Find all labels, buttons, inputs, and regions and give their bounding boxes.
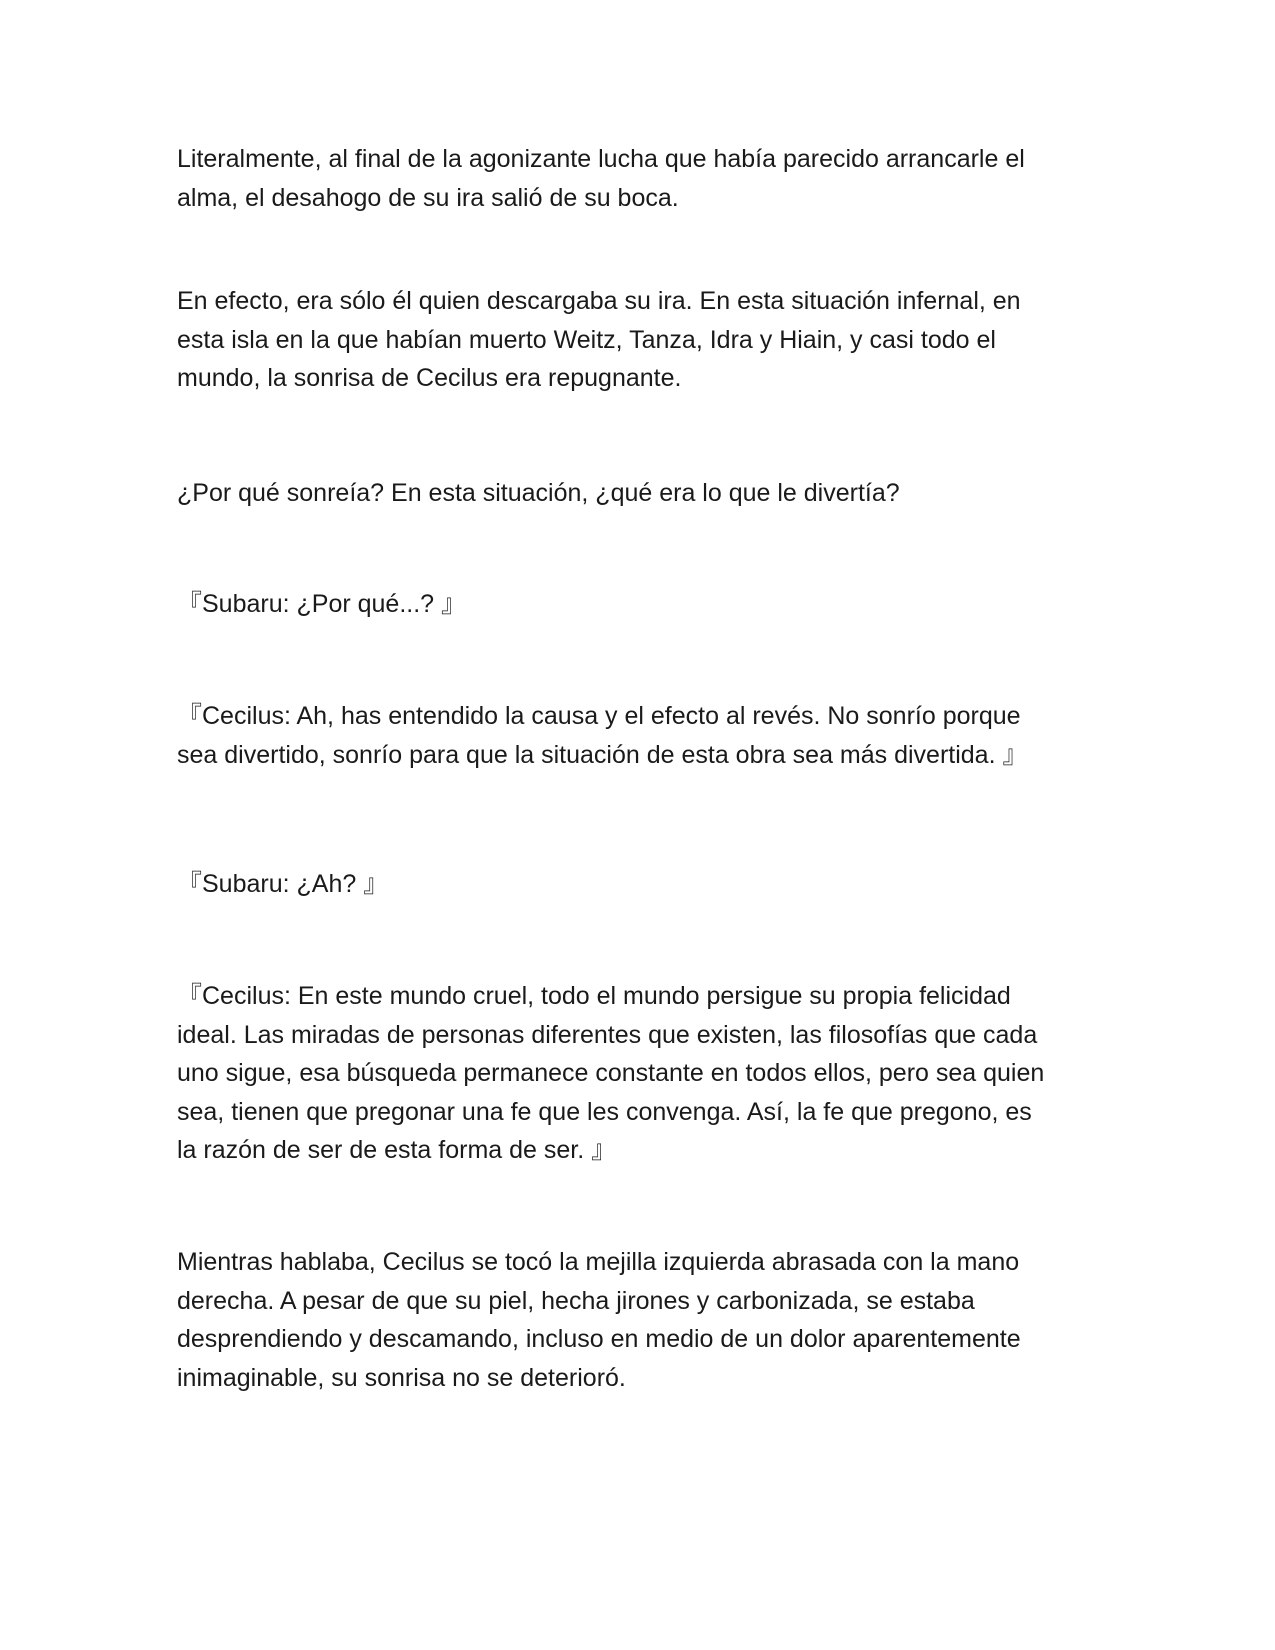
paragraph-line: Mientras hablaba, Cecilus se tocó la mejilla izquierda abrasada con la mano bbox=[177, 1248, 1020, 1276]
paragraph-line: ¿Por qué sonreía? En esta situación, ¿qué era lo que le divertía? bbox=[177, 479, 900, 507]
paragraph-line: mundo, la sonrisa de Cecilus era repugnante. bbox=[177, 364, 682, 392]
dialogue-line: la razón de ser de esta forma de ser. 』 bbox=[177, 1136, 617, 1164]
dialogue-subaru-2 bbox=[177, 865, 1107, 904]
dialogue-line: ideal. Las miradas de personas diferentes que existen, las filosofías que cada bbox=[177, 1020, 1038, 1049]
dialogue-line: uno sigue, esa búsqueda permanece constante en todos ellos, pero sea quien bbox=[177, 1059, 1045, 1087]
dialogue-line: 『Subaru: ¿Ah? 』 bbox=[177, 870, 389, 898]
paragraph-3 bbox=[177, 474, 1107, 513]
paragraph-1 bbox=[177, 140, 1107, 217]
paragraph-2 bbox=[177, 282, 1107, 398]
paragraph-line: En efecto, era sólo él quien descargaba su ira. En esta situación infernal, en bbox=[177, 287, 1021, 315]
paragraph-line: derecha. A pesar de que su piel, hecha jirones y carbonizada, se estaba bbox=[177, 1286, 975, 1315]
paragraph-line: esta isla en la que habían muerto Weitz, Tanza, Idra y Hiain, y casi todo el bbox=[177, 325, 996, 354]
paragraph-line: alma, el desahogo de su ira salió de su boca. bbox=[177, 183, 679, 212]
paragraph-line: Literalmente, al final de la agonizante lucha que había parecido arrancarle el bbox=[177, 145, 1025, 173]
dialogue-line: sea, tienen que pregonar una fe que les convenga. Así, la fe que pregono, es bbox=[177, 1097, 1032, 1126]
paragraph-line: inimaginable, su sonrisa no se deterioró. bbox=[177, 1363, 626, 1392]
dialogue-cecilus-1 bbox=[177, 697, 1107, 774]
dialogue-cecilus-2 bbox=[177, 977, 1107, 1170]
paragraph-line: desprendiendo y descamando, incluso en medio de un dolor aparentemente bbox=[177, 1325, 1021, 1353]
paragraph-final bbox=[177, 1243, 1107, 1397]
dialogue-subaru-1 bbox=[177, 585, 1107, 624]
dialogue-line: 『Cecilus: Ah, has entendido la causa y el efecto al revés. No sonrío porque bbox=[177, 702, 1021, 730]
dialogue-line: 『Cecilus: En este mundo cruel, todo el mundo persigue su propia felicidad bbox=[177, 982, 1011, 1010]
dialogue-line: 『Subaru: ¿Por qué...? 』 bbox=[177, 590, 467, 618]
dialogue-line: sea divertido, sonrío para que la situación de esta obra sea más divertida. 』 bbox=[177, 740, 1028, 769]
